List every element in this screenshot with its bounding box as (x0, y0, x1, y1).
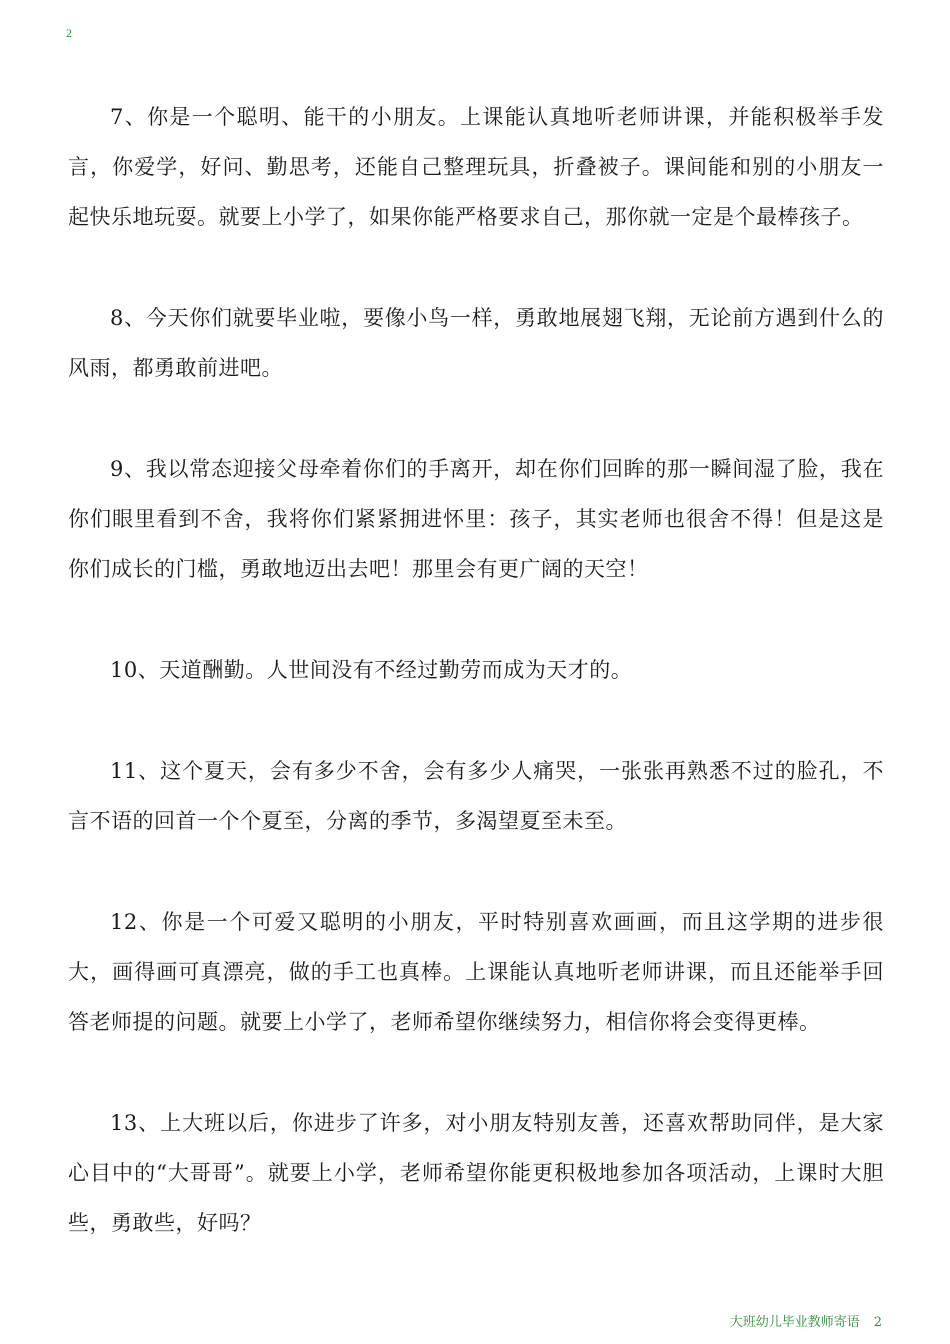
paragraph-12: 12、你是一个可爱又聪明的小朋友，平时特别喜欢画画，而且这学期的进步很大，画得画可真漂亮，做的手工也真棒。上课能认真地听老师讲课，而且还能举手回答老师提的问题。就要上小学了，老师希望你继续努力，相信你将会变得更棒。 (68, 910, 884, 1034)
paragraph-7: 7、你是一个聪明、能干的小朋友。上课能认真地听老师讲课，并能积极举手发言，你爱学，好问、勤思考，还能自己整理玩具，折叠被子。课间能和别的小朋友一起快乐地玩耍。就要上小学了，如果你能严格要求自己，那你就一定是个最棒孩子。 (68, 105, 884, 229)
page-footer (730, 1311, 882, 1330)
footer-title: 大班幼儿毕业教师寄语 (729, 1315, 860, 1330)
paragraph-11: 11、这个夏天，会有多少不舍，会有多少人痛哭，一张张再熟悉不过的脸孔，不言不语的回首一个个夏至，分离的季节，多渴望夏至未至。 (68, 759, 884, 833)
paragraph-8: 8、今天你们就要毕业啦，要像小鸟一样，勇敢地展翅飞翔，无论前方遇到什么的风雨，都勇敢前进吧。 (68, 306, 884, 380)
paragraph-9: 9、我以常态迎接父母牵着你们的手离开，却在你们回眸的那一瞬间湿了脸，我在你们眼里看到不舍，我将你们紧紧拥进怀里：孩子，其实老师也很舍不得！但是这是你们成长的门槛，勇敢地迈出去吧！那里会有更广阔的天空！ (68, 457, 884, 581)
header-page-number: 2 (66, 26, 72, 40)
paragraph-13: 13、上大班以后，你进步了许多，对小朋友特别友善，还喜欢帮助同伴，是大家心目中的“大哥哥”。就要上小学，老师希望你能更积极地参加各项活动，上课时大胆些，勇敢些，好吗？ (68, 1111, 884, 1235)
document-body (68, 92, 884, 1299)
paragraph-10: 10、天道酬勤。人世间没有不经过勤劳而成为天才的。 (110, 658, 633, 682)
footer-page-number: 2 (873, 1315, 882, 1330)
